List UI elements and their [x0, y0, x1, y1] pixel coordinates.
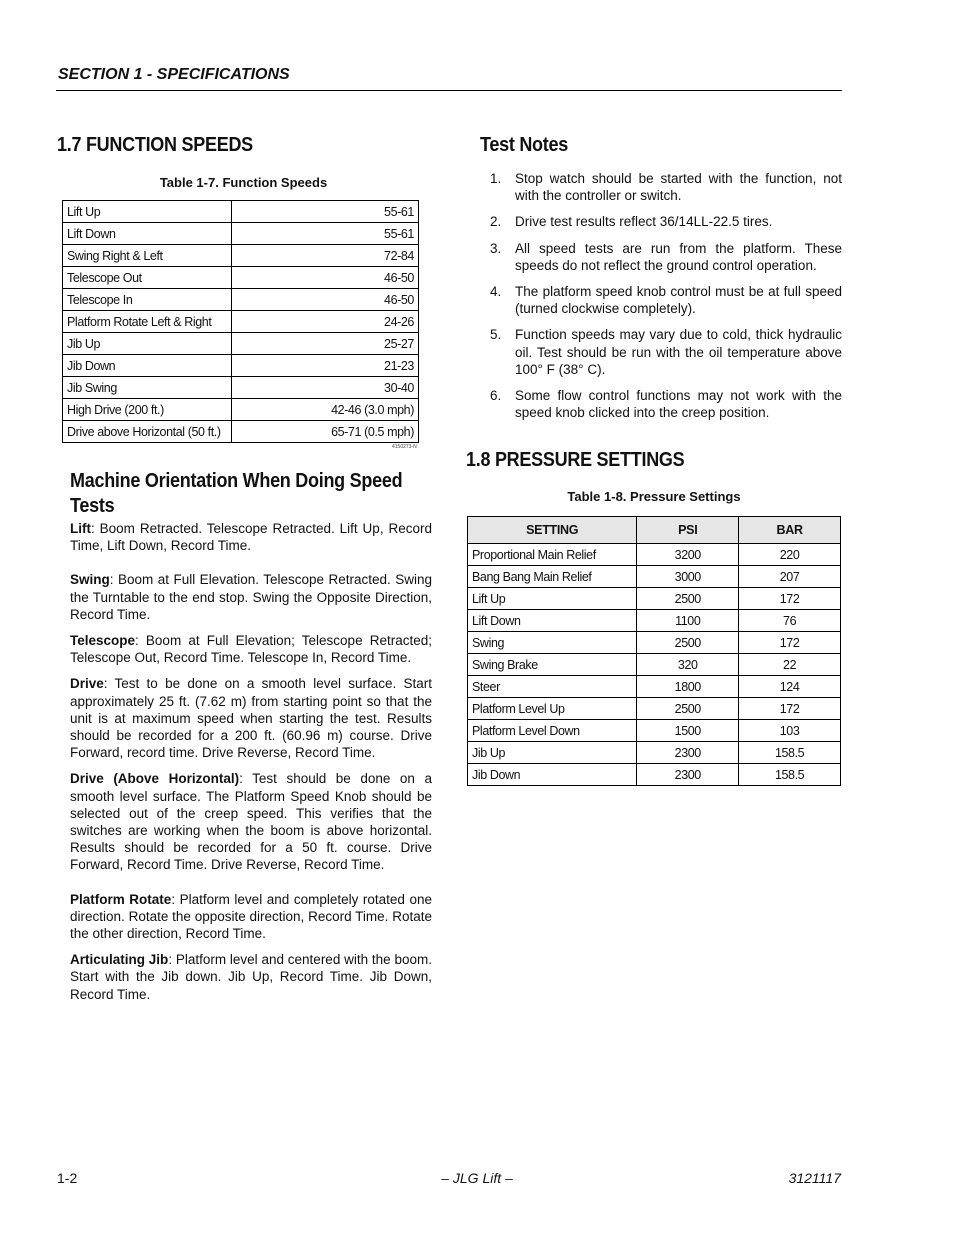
speed-function-label: Jib Down: [63, 355, 232, 377]
orientation-paragraph: [70, 675, 432, 761]
note-text: All speed tests are run from the platform. These speeds do not reflect the ground control operation.: [515, 240, 842, 273]
table-row: [63, 289, 419, 311]
pressure-psi-value: 1500: [637, 720, 739, 742]
orientation-body: [70, 520, 432, 1003]
pressure-bar-value: 76: [739, 610, 841, 632]
list-item: [480, 387, 842, 421]
list-item: [480, 240, 842, 274]
list-item: [480, 283, 842, 317]
table-row: [63, 223, 419, 245]
table-row: [63, 421, 419, 443]
list-item: [480, 326, 842, 378]
note-text: Function speeds may vary due to cold, thick hydraulic oil. Test should be run with the oil temperature above 100° F (38° C).: [515, 327, 842, 377]
orientation-paragraph: [70, 891, 432, 943]
speed-function-value: 46-50: [232, 289, 419, 311]
orientation-term: Drive: [70, 676, 104, 692]
speed-function-label: Lift Down: [63, 223, 232, 245]
speed-function-label: Jib Swing: [63, 377, 232, 399]
speed-function-label: Swing Right & Left: [63, 245, 232, 267]
pressure-psi-value: 2300: [637, 764, 739, 786]
table-row: [63, 201, 419, 223]
note-text: Drive test results reflect 36/14LL-22.5 tires.: [515, 214, 773, 230]
pressure-bar-value: 207: [739, 566, 841, 588]
orientation-paragraph: [70, 632, 432, 666]
orientation-paragraph: [70, 520, 432, 554]
table-row: [63, 355, 419, 377]
document-number: 3121117: [788, 1170, 841, 1186]
note-text: Some flow control functions may not work with the speed knob clicked into the creep position.: [515, 388, 842, 421]
table-row: [63, 245, 419, 267]
pressure-psi-value: 2500: [637, 632, 739, 654]
table-row: [468, 566, 841, 588]
table-row: [63, 311, 419, 333]
note-number: 6.: [490, 388, 502, 404]
col-header-psi: PSI: [637, 517, 739, 544]
note-number: 3.: [490, 240, 502, 256]
pressure-psi-value: 2300: [637, 742, 739, 764]
header-rule: [56, 90, 842, 91]
speed-function-label: Telescope Out: [63, 267, 232, 289]
orientation-heading: Machine Orientation When Doing Speed Tests: [70, 470, 403, 517]
speed-function-value: 25-27: [232, 333, 419, 355]
pressure-setting-label: Lift Up: [468, 588, 637, 610]
speed-function-label: High Drive (200 ft.): [63, 399, 232, 421]
table-row: [63, 333, 419, 355]
speed-function-label: Drive above Horizontal (50 ft.): [63, 421, 232, 443]
speed-function-value: 21-23: [232, 355, 419, 377]
pressure-setting-label: Proportional Main Relief: [468, 544, 637, 566]
speed-function-label: Platform Rotate Left & Right: [63, 311, 232, 333]
table-row: [468, 588, 841, 610]
pressure-setting-label: Swing Brake: [468, 654, 637, 676]
pressure-bar-value: 172: [739, 698, 841, 720]
speed-function-value: 55-61: [232, 201, 419, 223]
page-number: 1-2: [57, 1170, 78, 1186]
function-speeds-heading: 1.7 FUNCTION SPEEDS: [57, 134, 253, 156]
speed-function-value: 42-46 (3.0 mph): [232, 399, 419, 421]
table-row: [63, 267, 419, 289]
pressure-settings-table: [467, 516, 841, 786]
speed-function-value: 46-50: [232, 267, 419, 289]
speed-function-label: Jib Up: [63, 333, 232, 355]
function-speeds-table: [62, 200, 419, 443]
table-row: [63, 399, 419, 421]
test-notes-heading: Test Notes: [480, 134, 568, 156]
orientation-term: Drive (Above Horizontal): [70, 771, 240, 787]
pressure-bar-value: 124: [739, 676, 841, 698]
orientation-text: : Test to be done on a smooth level surface. Start approximately 25 ft. (7.62 m) from starting point so that the unit is at maximum speed when starting the test. Results should be recorded for a 200 ft. (60.96 m) course. Drive Forward, record time. Drive Reverse, Record Time.: [70, 676, 432, 761]
pressure-bar-value: 172: [739, 632, 841, 654]
table-code: 4150273-N: [392, 444, 417, 450]
table-row: [468, 654, 841, 676]
note-number: 5.: [490, 327, 502, 343]
pressure-bar-value: 158.5: [739, 742, 841, 764]
pressure-bar-value: 103: [739, 720, 841, 742]
pressure-psi-value: 3200: [637, 544, 739, 566]
speed-function-value: 55-61: [232, 223, 419, 245]
speed-function-value: 24-26: [232, 311, 419, 333]
note-text: Stop watch should be started with the function, not with the controller or switch.: [515, 171, 842, 204]
orientation-text: : Platform level and completely rotated one direction. Rotate the opposite direction, Record Time. Rotate the other direction, Record Time.: [70, 891, 432, 942]
pressure-psi-value: 3000: [637, 566, 739, 588]
orientation-term: Platform Rotate: [70, 891, 172, 907]
orientation-text: : Boom at Full Elevation. Telescope Retracted. Swing the Turntable to the end stop. Swing the Opposite Direction, Record Time.: [70, 572, 432, 622]
note-number: 4.: [490, 284, 502, 300]
speed-function-value: 30-40: [232, 377, 419, 399]
speed-function-value: 65-71 (0.5 mph): [232, 421, 419, 443]
speed-function-label: Lift Up: [63, 201, 232, 223]
table-row: [468, 698, 841, 720]
orientation-term: Swing: [70, 572, 110, 588]
pressure-setting-label: Platform Level Up: [468, 698, 637, 720]
pressure-setting-label: Jib Up: [468, 742, 637, 764]
list-item: [480, 213, 842, 230]
pressure-setting-label: Platform Level Down: [468, 720, 637, 742]
pressure-psi-value: 1100: [637, 610, 739, 632]
table-row: [468, 720, 841, 742]
table-row: [468, 610, 841, 632]
speed-function-label: Telescope In: [63, 289, 232, 311]
list-item: [480, 170, 842, 204]
pressure-psi-value: 2500: [637, 588, 739, 610]
pressure-settings-caption: Table 1-8. Pressure Settings: [567, 489, 741, 504]
table-row: [468, 632, 841, 654]
orientation-term: Articulating Jib: [70, 952, 169, 968]
pressure-bar-value: 172: [739, 588, 841, 610]
orientation-paragraph: [70, 951, 432, 1003]
orientation-paragraph: [70, 571, 432, 623]
section-header: SECTION 1 - SPECIFICATIONS: [58, 66, 290, 83]
pressure-setting-label: Jib Down: [468, 764, 637, 786]
test-notes-list: [480, 170, 842, 430]
table-row: [63, 377, 419, 399]
orientation-text: : Boom Retracted. Telescope Retracted. Lift Up, Record Time, Lift Down, Record Time.: [70, 521, 432, 554]
note-number: 1.: [490, 171, 502, 186]
table-row: [468, 764, 841, 786]
speed-function-value: 72-84: [232, 245, 419, 267]
col-header-setting: SETTING: [468, 517, 637, 544]
pressure-bar-value: 22: [739, 654, 841, 676]
col-header-bar: BAR: [739, 517, 841, 544]
footer-center: – JLG Lift –: [441, 1170, 513, 1186]
pressure-settings-heading: 1.8 PRESSURE SETTINGS: [466, 449, 685, 471]
orientation-text: : Boom at Full Elevation; Telescope Retracted; Telescope Out, Record Time. Telescope In, Record Time.: [70, 633, 432, 666]
orientation-text: : Test should be done on a smooth level surface. The Platform Speed Knob should be selected out of the creep speed. This verifies that the switches are working when the boom is above horizontal. Results should be recorded for a 50 ft. course. Drive Forward, Record Time. Drive Reverse, Record Time.: [70, 771, 432, 873]
table-row: [468, 676, 841, 698]
pressure-bar-value: 220: [739, 544, 841, 566]
pressure-psi-value: 2500: [637, 698, 739, 720]
pressure-setting-label: Lift Down: [468, 610, 637, 632]
pressure-bar-value: 158.5: [739, 764, 841, 786]
pressure-setting-label: Bang Bang Main Relief: [468, 566, 637, 588]
note-number: 2.: [490, 214, 502, 230]
table-row: [468, 742, 841, 764]
pressure-psi-value: 320: [637, 654, 739, 676]
pressure-setting-label: Swing: [468, 632, 637, 654]
note-text: The platform speed knob control must be at full speed (turned clockwise completely).: [515, 284, 842, 317]
orientation-paragraph: [70, 770, 432, 873]
orientation-term: Lift: [70, 521, 91, 536]
orientation-term: Telescope: [70, 633, 136, 649]
table-row: [468, 544, 841, 566]
pressure-psi-value: 1800: [637, 676, 739, 698]
function-speeds-caption: Table 1-7. Function Speeds: [159, 175, 328, 190]
pressure-setting-label: Steer: [468, 676, 637, 698]
orientation-text: : Platform level and centered with the boom. Start with the Jib down. Jib Up, Record Time. Jib Down, Record Time.: [70, 952, 433, 1002]
